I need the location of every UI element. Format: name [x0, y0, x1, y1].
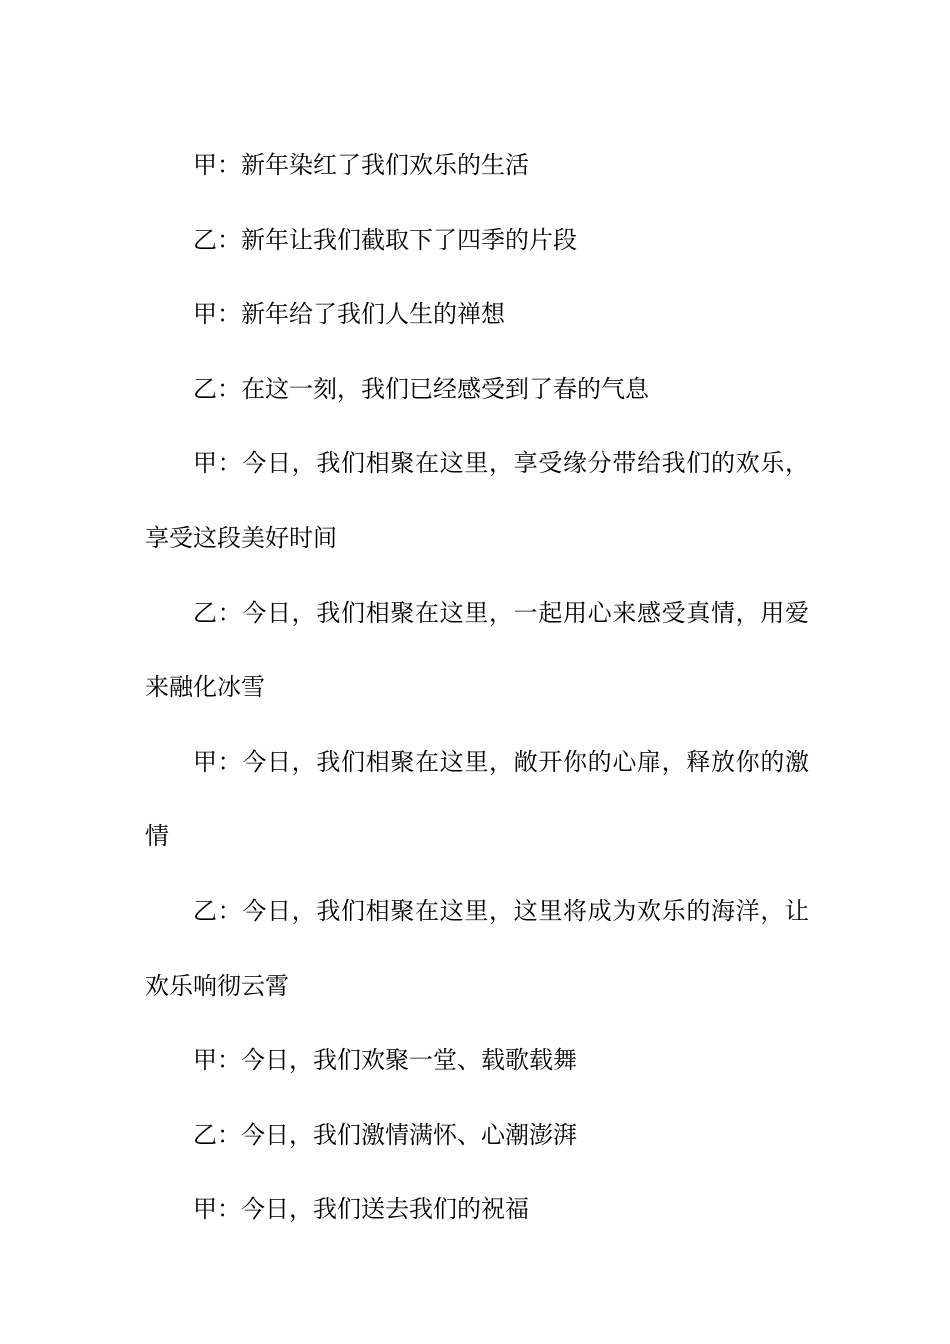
dialogue-paragraph: 甲：今日，我们送去我们的祝福	[193, 1195, 529, 1224]
dialogue-paragraph: 乙：新年让我们截取下了四季的片段	[193, 225, 577, 254]
document-body	[145, 128, 809, 1247]
dialogue-paragraph: 甲：今日，我们相聚在这里，敞开你的心扉，释放你的激情	[145, 747, 809, 851]
dialogue-paragraph: 乙：在这一刻，我们已经感受到了春的气息	[193, 374, 649, 403]
dialogue-paragraph: 甲：新年给了我们人生的禅想	[193, 300, 505, 329]
dialogue-paragraph: 甲：今日，我们相聚在这里，享受缘分带给我们的欢乐，享受这段美好时间	[145, 449, 809, 552]
dialogue-paragraph: 甲：新年染红了我们欢乐的生活	[193, 151, 529, 179]
dialogue-paragraph: 乙：今日，我们激情满怀、心潮澎湃	[193, 1120, 577, 1149]
dialogue-paragraph: 甲：今日，我们欢聚一堂、载歌载舞	[193, 1046, 577, 1075]
dialogue-paragraph: 乙：今日，我们相聚在这里，这里将成为欢乐的海洋，让欢乐响彻云霄	[145, 896, 809, 1000]
dialogue-paragraph: 乙：今日，我们相聚在这里，一起用心来感受真情，用爱来融化冰雪	[145, 598, 809, 702]
